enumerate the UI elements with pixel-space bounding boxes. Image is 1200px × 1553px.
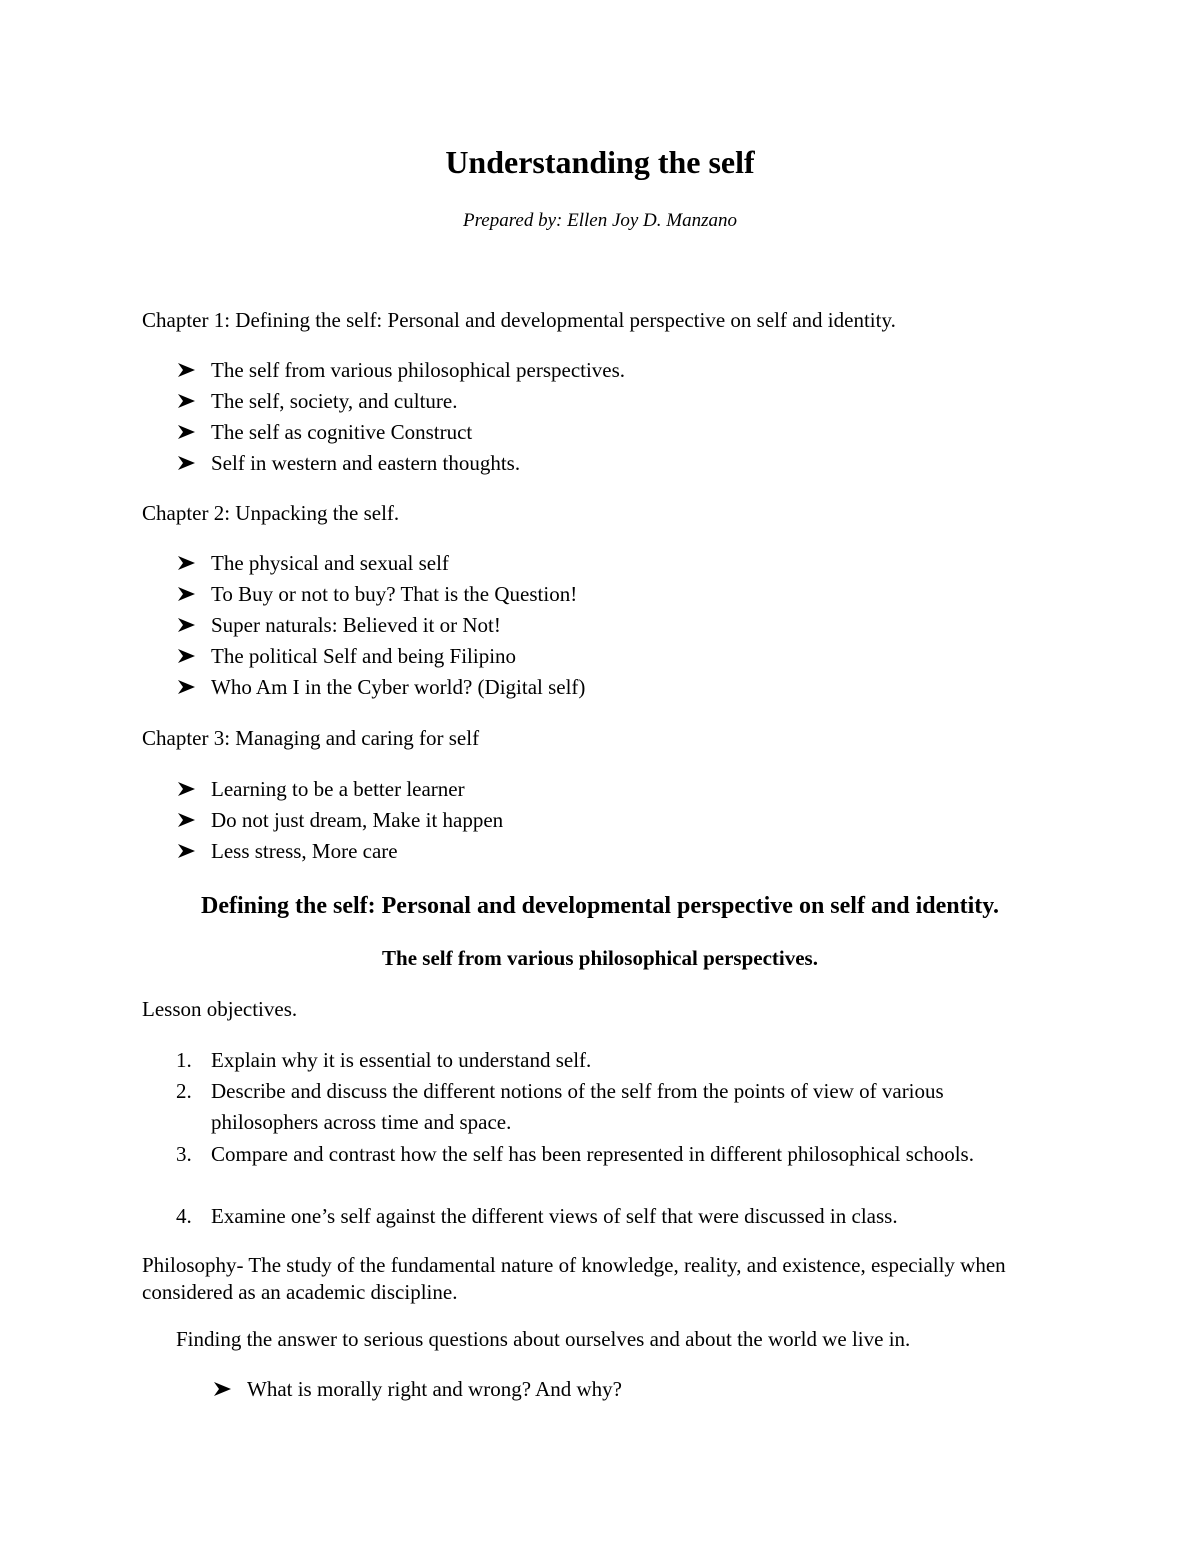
list-item-text: The physical and sexual self: [211, 551, 449, 575]
arrowhead-bullet-icon: [176, 673, 202, 701]
arrowhead-bullet-icon: [176, 580, 202, 608]
arrowhead-bullet-icon: [176, 387, 202, 415]
philosophy-note: Finding the answer to serious questions about ourselves and about the world we live in.: [176, 1327, 911, 1351]
arrowhead-bullet-icon: [176, 356, 202, 384]
objective-text: Examine one’s self against the different views of self that were discussed in class.: [211, 1204, 898, 1228]
arrowhead-bullet-icon: [176, 549, 202, 577]
objective-number: 3.: [176, 1142, 192, 1166]
list-item-text: What is morally right and wrong? And why?: [247, 1377, 623, 1401]
section-heading: Defining the self: Personal and developmental perspective on self and identity.: [201, 893, 999, 919]
chapter-2-heading: Chapter 2: Unpacking the self.: [142, 501, 400, 525]
arrowhead-bullet-icon: [176, 449, 202, 477]
arrowhead-bullet-icon: [176, 642, 202, 670]
objective-text: Explain why it is essential to understand self.: [211, 1048, 592, 1072]
list-item-text: Learning to be a better learner: [211, 777, 465, 801]
author-byline: Prepared by: Ellen Joy D. Manzano: [462, 210, 737, 231]
objective-text: Describe and discuss the different notions of the self from the points of view of various philosophers across time and space.: [211, 1079, 944, 1134]
arrowhead-bullet-icon: [176, 806, 202, 834]
objective-number: 2.: [176, 1079, 192, 1103]
arrowhead-bullet-icon: [176, 775, 202, 803]
objectives-label: Lesson objectives.: [142, 997, 298, 1021]
objective-number: 4.: [176, 1204, 192, 1228]
arrowhead-bullet-icon: [212, 1375, 238, 1403]
list-item-text: Less stress, More care: [211, 839, 398, 863]
philosophy-definition: Philosophy- The study of the fundamental nature of knowledge, reality, and existence, especially when considered as an academic discipline.: [142, 1253, 1006, 1304]
list-item-text: Self in western and eastern thoughts.: [211, 451, 521, 475]
objective-text: Compare and contrast how the self has been represented in different philosophical schools.: [211, 1142, 974, 1166]
list-item-text: Who Am I in the Cyber world? (Digital self): [211, 675, 586, 699]
list-item-text: The self from various philosophical perspectives.: [211, 358, 626, 382]
arrowhead-bullet-icon: [176, 611, 202, 639]
list-item-text: The political Self and being Filipino: [211, 644, 517, 668]
objective-number: 1.: [176, 1048, 192, 1072]
chapter-3-heading: Chapter 3: Managing and caring for self: [142, 726, 480, 750]
list-item-text: The self, society, and culture.: [211, 389, 458, 413]
document-title: Understanding the self: [445, 144, 755, 180]
list-item-text: Super naturals: Believed it or Not!: [211, 613, 501, 637]
chapter-1-heading: Chapter 1: Defining the self: Personal and developmental perspective on self and identity.: [142, 308, 896, 332]
subsection-heading: The self from various philosophical perspectives.: [382, 946, 818, 970]
arrowhead-bullet-icon: [176, 837, 202, 865]
list-item-text: Do not just dream, Make it happen: [211, 808, 504, 832]
list-item-text: The self as cognitive Construct: [211, 420, 473, 444]
arrowhead-bullet-icon: [176, 418, 202, 446]
list-item-text: To Buy or not to buy? That is the Question!: [211, 582, 578, 606]
